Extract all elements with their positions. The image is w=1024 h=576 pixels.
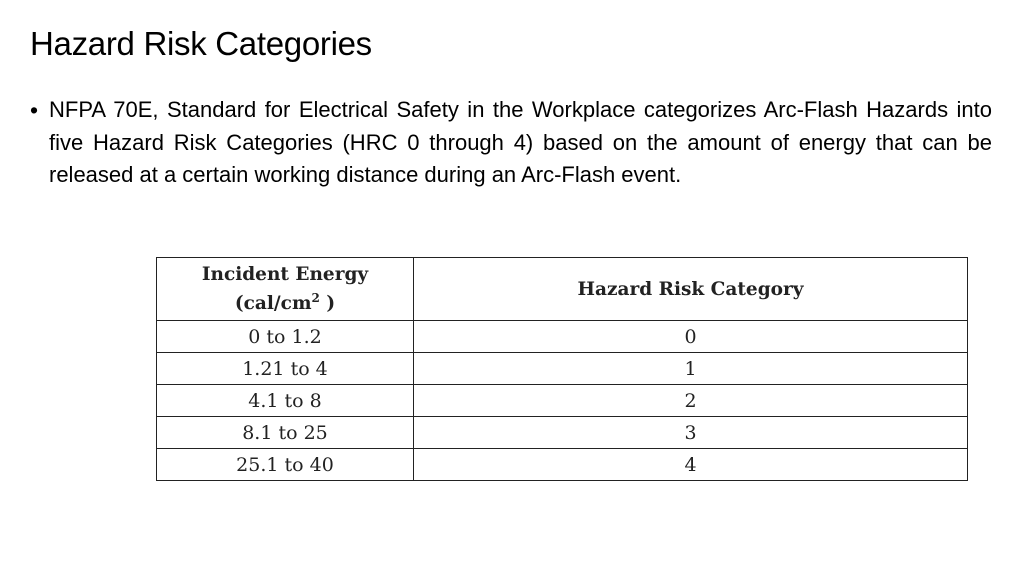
hazard-table-container <box>156 257 968 481</box>
category-cell: 1 <box>414 353 968 385</box>
unit-suffix: ) <box>319 293 336 314</box>
table-row <box>157 385 968 417</box>
incident-energy-cell: 4.1 to 8 <box>157 385 414 417</box>
category-cell: 2 <box>414 385 968 417</box>
incident-energy-header <box>157 258 414 321</box>
table-header-row <box>157 258 968 321</box>
bullet-text: NFPA 70E, Standard for Electrical Safety in the Workplace categorizes Arc-Flash Hazards into five Hazard Risk Categories (HRC 0 through 4) based on the amount of energy that can be released at a certain working distance during an Arc-Flash event. <box>49 97 992 187</box>
hazard-risk-category-header: Hazard Risk Category <box>414 258 968 321</box>
slide-title: Hazard Risk Categories <box>30 25 372 62</box>
table-row <box>157 321 968 353</box>
table-row <box>157 417 968 449</box>
bullet-marker: • <box>30 97 39 123</box>
incident-energy-cell: 0 to 1.2 <box>157 321 414 353</box>
incident-energy-cell: 8.1 to 25 <box>157 417 414 449</box>
incident-energy-header-label: Incident Energy <box>201 264 369 285</box>
category-cell: 4 <box>414 449 968 481</box>
bullet-item <box>30 94 992 192</box>
incident-energy-cell: 25.1 to 40 <box>157 449 414 481</box>
table-row <box>157 353 968 385</box>
incident-energy-header-unit <box>157 289 413 318</box>
table-row <box>157 449 968 481</box>
incident-energy-cell: 1.21 to 4 <box>157 353 414 385</box>
category-cell: 0 <box>414 321 968 353</box>
unit-prefix: (cal/cm <box>234 293 312 314</box>
unit-superscript: 2 <box>311 291 320 305</box>
category-cell: 3 <box>414 417 968 449</box>
hazard-risk-table <box>156 257 968 481</box>
